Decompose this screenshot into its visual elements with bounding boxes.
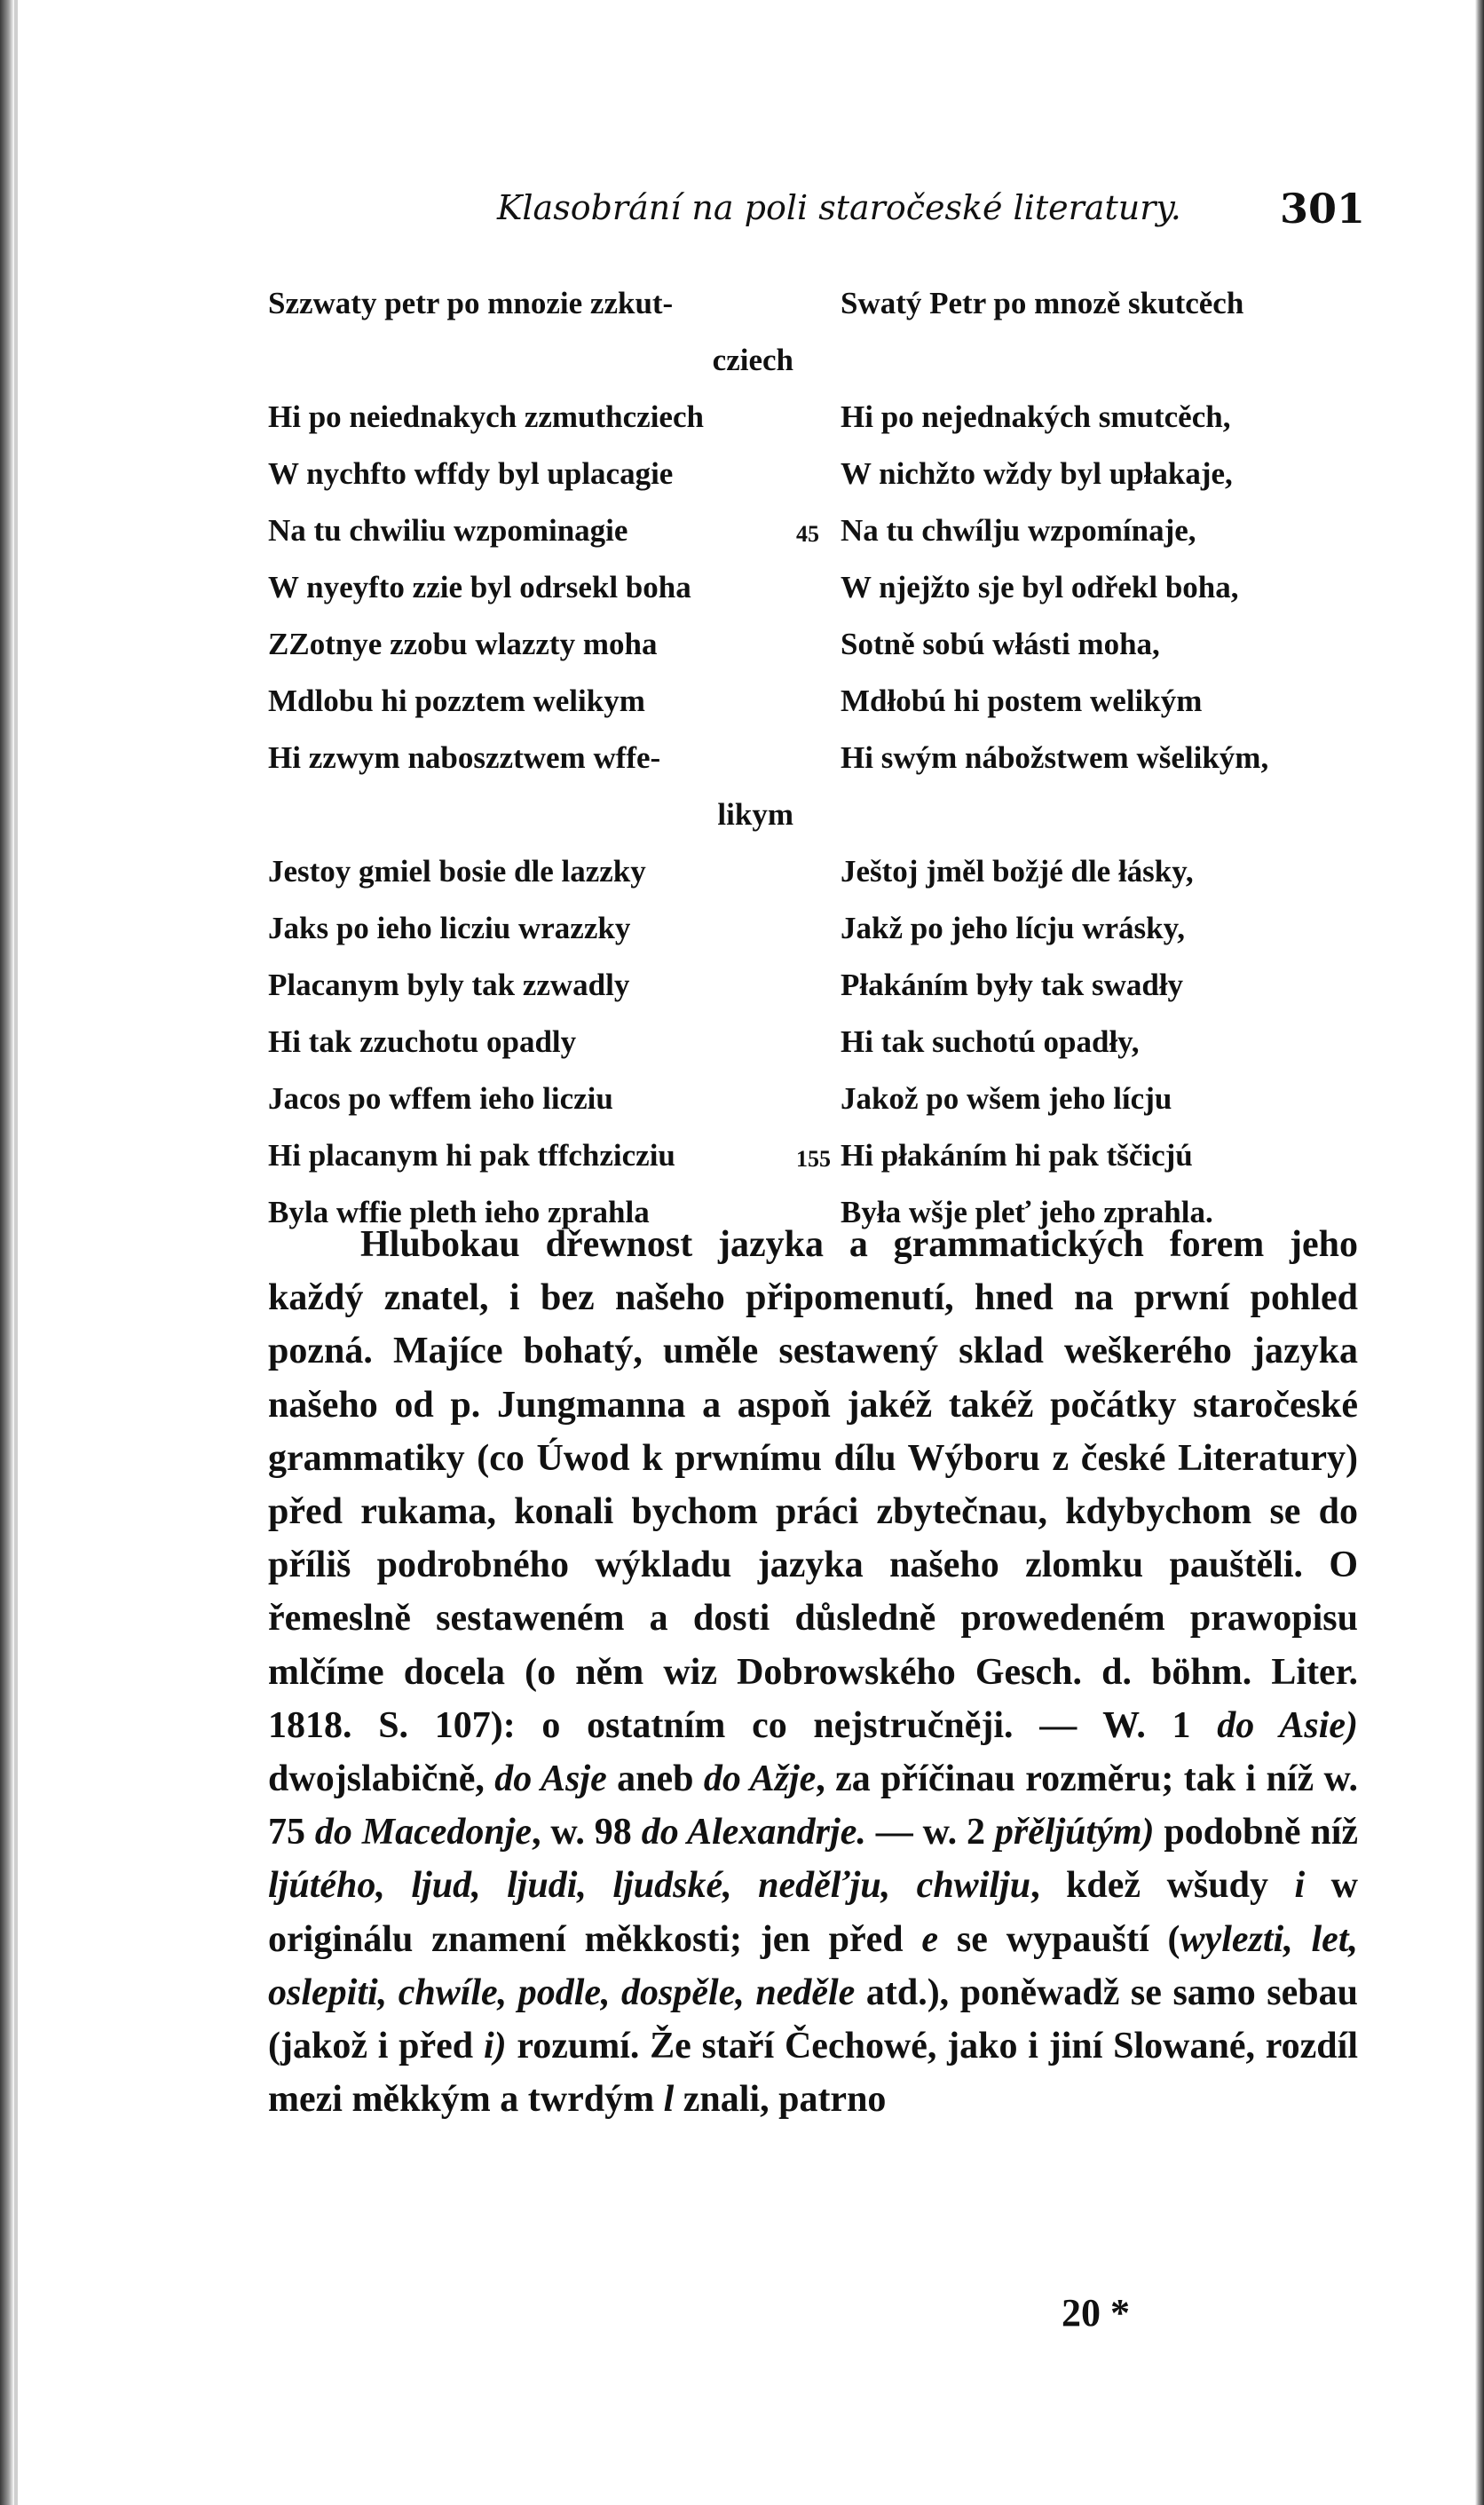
verse-pair <box>268 730 1369 843</box>
old-czech-verse: W nychfto wffdy byl uplacagie <box>268 456 674 491</box>
old-czech-verse: W nyeyfto zzie byl odrsekl boha <box>268 570 691 605</box>
transcribed-verse: Była wšje pleť jeho zprahla. <box>841 1195 1213 1229</box>
verse-pair <box>268 389 1369 446</box>
italic-citation: do Alexandrje. <box>641 1812 866 1853</box>
commentary-text: rozumí. Že staří Čechowé, jako i jiní Slowané, rozdíl mezi měkkým a twrdým <box>268 2026 1358 2121</box>
transcribed-verse: W nichžto wždy byl upłakaje, <box>841 456 1233 491</box>
line-number: 155 <box>796 1146 831 1172</box>
transcribed-verse: Ještoj jměl božjé dle łásky, <box>841 854 1194 889</box>
commentary-text: w originálu znamení měkkosti; jen před <box>268 1865 1358 1960</box>
old-czech-verse: Jaks po ieho licziu wrazzky <box>268 911 631 945</box>
verse-pair <box>268 502 1369 559</box>
verse-pair <box>268 1127 1369 1184</box>
transcribed-verse: Swatý Petr po mnozě skutcěch <box>841 286 1244 320</box>
old-czech-verse-continuation: cziech <box>712 343 793 377</box>
verse-pair <box>268 1071 1369 1127</box>
old-czech-verse: Hi po neiednakych zzmuthcziech <box>268 399 704 434</box>
transcribed-verse: Sotně sobú włásti moha, <box>841 627 1160 661</box>
transcribed-verse: Hi płakáním hi pak tščicjú <box>841 1138 1193 1173</box>
page-header <box>497 185 1365 241</box>
page-number: 301 <box>1279 185 1365 233</box>
italic-citation: e <box>921 1918 939 1960</box>
italic-citation: wylezti, let, oslepiti, chwíle, podle, dospěle, neděle <box>268 1918 1358 2013</box>
transcribed-verse: Jakž po jeho lícju wrásky, <box>841 911 1185 945</box>
verse-pair <box>268 559 1369 616</box>
commentary-text: — w. 2 <box>865 1812 995 1853</box>
old-czech-verse: Na tu chwiliu wzpominagie <box>268 513 628 548</box>
commentary-text: , kdež wšudy <box>1030 1865 1295 1907</box>
old-czech-verse-continuation: likym <box>717 797 793 832</box>
scan-left-edge-inner <box>14 0 18 2505</box>
italic-citation: l <box>663 2079 675 2121</box>
transcribed-verse: Jakož po wšem jeho lícju <box>841 1081 1172 1116</box>
old-czech-verse: Jacos po wffem ieho licziu <box>268 1081 613 1116</box>
parallel-verse-block <box>268 275 1369 1241</box>
old-czech-verse: ZZotnye zzobu wlazzty moha <box>268 627 658 661</box>
old-czech-verse: Byla wffie pleth ieho zprahla <box>268 1195 650 1229</box>
commentary-text: se wypauští ( <box>938 1918 1180 1960</box>
commentary-paragraph <box>268 1218 1358 2126</box>
old-czech-verse: Jestoy gmiel bosie dle lazzky <box>268 854 646 889</box>
old-czech-verse: Placanym byly tak zzwadly <box>268 968 630 1002</box>
old-czech-verse: Mdlobu hi pozztem welikym <box>268 684 645 718</box>
verse-pair <box>268 446 1369 502</box>
commentary-text: atd.), poněwadž se samo sebau (jakož i před <box>268 1972 1358 2067</box>
commentary-block <box>268 1218 1358 2126</box>
line-number: 45 <box>796 521 819 547</box>
old-czech-verse: Hi placanym hi pak tffchzicziu <box>268 1138 675 1173</box>
transcribed-verse: Mdłobú hi postem welikým <box>841 684 1203 718</box>
verse-pair <box>268 1014 1369 1071</box>
italic-citation: do Asie) <box>1217 1704 1358 1746</box>
verse-pair <box>268 275 1369 389</box>
italic-citation: do Asje <box>494 1758 607 1800</box>
commentary-text: , za příčinau rozměru; tak i níž w. 75 <box>268 1758 1359 1853</box>
verse-pair <box>268 616 1369 673</box>
verse-pair <box>268 957 1369 1014</box>
old-czech-verse: Hi zzwym naboszztwem wffe- <box>268 740 661 775</box>
scan-left-edge <box>0 0 14 2505</box>
old-czech-verse: Hi tak zzuchotu opadly <box>268 1024 577 1059</box>
commentary-text: dwojslabičně, <box>268 1758 495 1800</box>
verse-pair <box>268 900 1369 957</box>
italic-citation: přěljútým) <box>994 1812 1155 1853</box>
verse-pair <box>268 673 1369 730</box>
commentary-text: podobně níž <box>1154 1812 1359 1853</box>
transcribed-verse: Płakáním były tak swadły <box>841 968 1184 1002</box>
transcribed-verse: Na tu chwílju wzpomínaje, <box>841 513 1196 548</box>
italic-citation: i <box>1294 1865 1306 1907</box>
signature-mark: 20 * <box>1062 2291 1130 2335</box>
running-title: Klasobrání na poli staročeské literatury. <box>497 188 1181 227</box>
transcribed-verse: Hi swým nábožstwem wšelikým, <box>841 740 1269 775</box>
transcribed-verse: Hi po nejednakých smutcěch, <box>841 399 1231 434</box>
italic-citation: do Ažje <box>703 1758 817 1800</box>
transcribed-verse: W njejžto sje byl odřekl boha, <box>841 570 1239 605</box>
commentary-text: , w. 98 <box>532 1812 642 1853</box>
commentary-text: Hlubokau dřewnost jazyka a grammatických forem jeho každý znatel, i bez našeho připomenutí, hned na prwní pohled pozná. Majíce bohatý, uměle sestawený sklad weškerého jazyka našeho od p. Jungmanna a aspoň jakéž takéž počátky staročeské grammatiky (co Úwod k prwnímu dílu Wýboru z české Literatury) před rukama, konali bychom práci zbytečnau, kdybychom se do příliš podrobného wýkladu jazyka našeho zlomku pauštěli. O řemeslně sestaweném a dosti důsledně prowedeném prawopisu mlčíme docela (o něm wiz Dobrowského Gesch. d. böhm. Liter. 1818. S. 107): o ostatním co nejstručněji. — W. 1 <box>268 1224 1358 1746</box>
verse-pair <box>268 843 1369 900</box>
italic-citation: do Macedonje <box>314 1812 533 1853</box>
scan-right-edge <box>1475 0 1484 2505</box>
old-czech-verse: Szzwaty petr po mnozie zzkut- <box>268 286 674 320</box>
commentary-text: aneb <box>606 1758 704 1800</box>
italic-citation: ljútého, ljud, ljudi, ljudské, neděľju, chwilju <box>268 1865 1031 1907</box>
italic-citation: i) <box>483 2026 507 2067</box>
transcribed-verse: Hi tak suchotú opadły, <box>841 1024 1140 1059</box>
commentary-text: znali, patrno <box>674 2079 887 2121</box>
